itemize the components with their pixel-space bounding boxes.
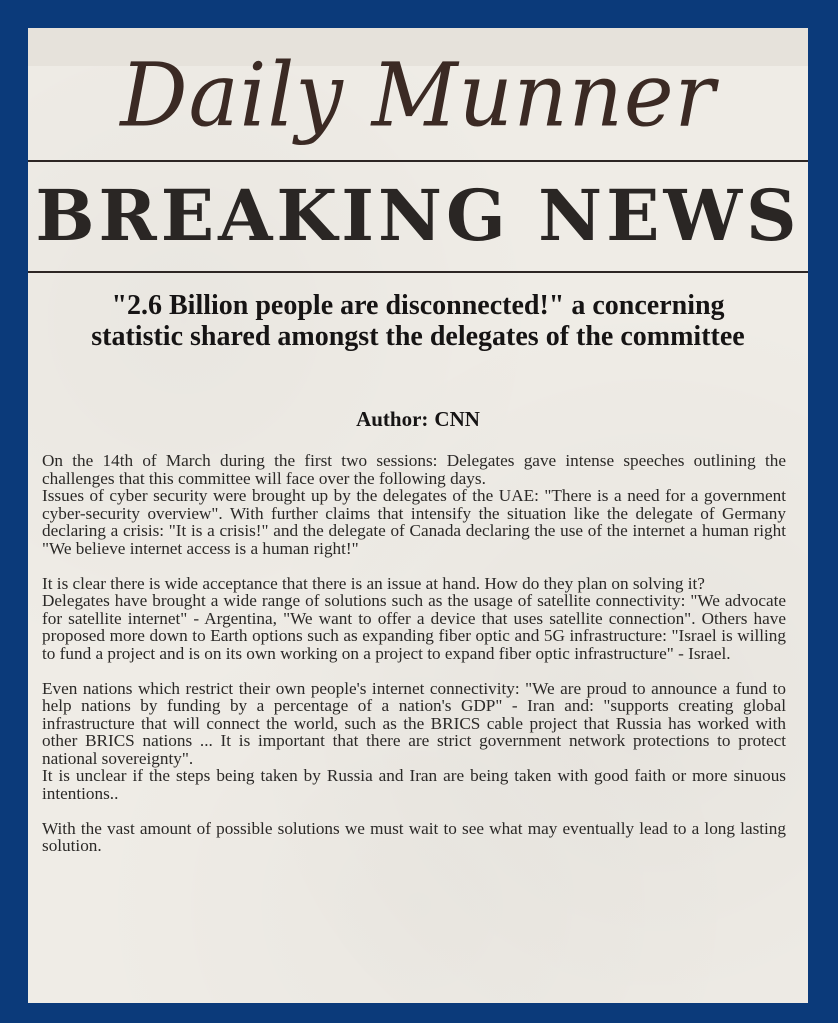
paragraph-gap [42, 557, 786, 575]
paragraph-gap [42, 662, 786, 680]
paragraph-3: It is clear there is wide acceptance that there is an issue at hand. How do they plan on solving it? [42, 573, 705, 593]
masthead-title: Daily Munner [120, 43, 716, 147]
article-body [42, 452, 786, 855]
breaking-news-banner: BREAKING NEWS [35, 174, 801, 257]
author-name: CNN [434, 407, 480, 431]
paragraph-2: Issues of cyber security were brought up by the delegates of the UAE: "There is a need for a government cyber-security overview". With further claims that intensify the situation like the delegate of Germany declaring a crisis: "It is a crisis!" and the delegate of Canada declaring the use of the internet a human right "We believe internet access is a human right!" [42, 486, 786, 558]
top-rule [28, 160, 808, 162]
author-label: Author: [356, 407, 429, 431]
paragraph-5: Even nations which restrict their own people's internet connectivity: "We are proud to announce a fund to help nations by funding by a percentage of a nation's GDP" - Iran and: "supports creating global infrastructure that will connect the world, such as the BRICS cable project that Russia has worked with other BRICS nations ... It is important that there are strict government network protections to protect national sovereignty". [42, 678, 786, 768]
paragraph-1: On the 14th of March during the first two sessions: Delegates gave intense speeches outlining the challenges that this committee will face over the following days. [42, 451, 786, 488]
article-headline: "2.6 Billion people are disconnected!" a concerning statistic shared amongst the delegates of the committee [91, 290, 745, 352]
bottom-rule [28, 271, 808, 273]
paragraph-7: With the vast amount of possible solutions we must wait to see what may eventually lead to a long lasting solution. [42, 818, 786, 855]
newspaper-page [28, 28, 808, 1003]
paragraph-4: Delegates have brought a wide range of solutions such as the usage of satellite connectivity: "We advocate for satellite internet" - Argentina, "We want to offer a device that uses satellite connection". Others have proposed more down to Earth options such as expanding fiber optic and 5G infrastructure: "Israel is willing to fund a project and is on its own working on a project to expand fiber optic infrastructure" - Israel. [42, 591, 786, 663]
paragraph-6: It is unclear if the steps being taken by Russia and Iran are being taken with good faith or more sinuous intentions.. [42, 766, 786, 803]
article-author [28, 406, 808, 432]
paragraph-gap [42, 802, 786, 820]
